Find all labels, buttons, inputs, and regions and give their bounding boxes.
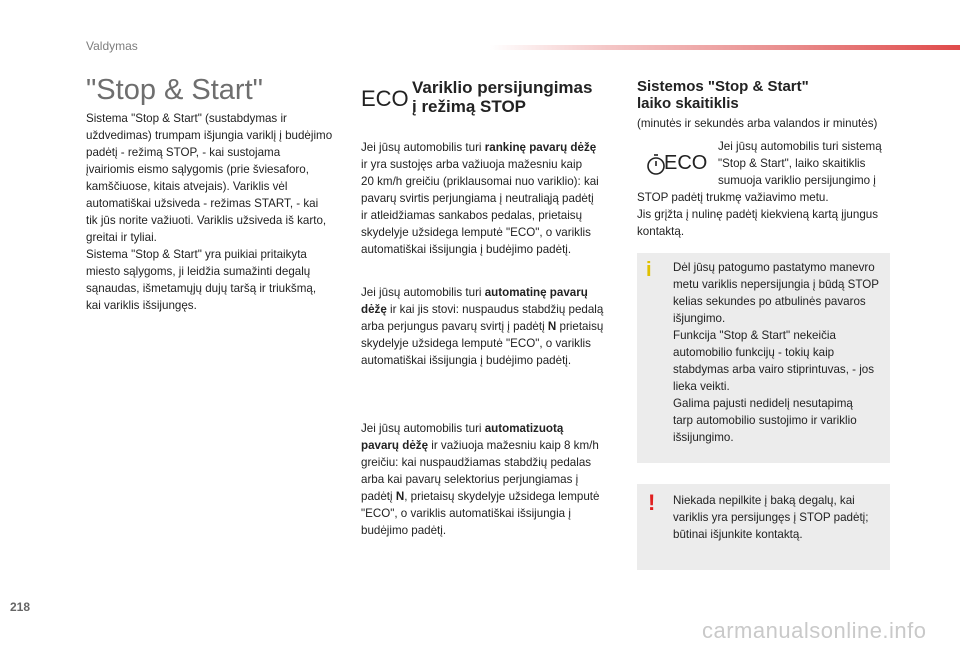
text-fragment: Jei jūsų automobilis turi [361, 286, 485, 299]
text-line [361, 318, 626, 335]
left-line: uždvedimas) trumpam išjungia variklį į budėjimo [86, 129, 333, 142]
left-line: greitai ir tyliai. [86, 231, 157, 244]
title-line: laiko skaitiklis [637, 95, 739, 112]
eco-icon: ECO [664, 152, 708, 174]
text-line: automobilio funkcijų - tokių kaip [673, 346, 835, 359]
left-line: padėtį - režimą STOP, - kai sustojama [86, 146, 281, 159]
text-line: stabdymas arba vairo stiprintuvas, - jos [673, 363, 875, 376]
left-line: Sistema "Stop & Start" yra puikiai pritaikyta [86, 248, 307, 261]
text-line: išsijungimo. [673, 431, 734, 444]
text-line [361, 437, 626, 454]
text-line [361, 420, 626, 437]
text-line: Dėl jūsų patogumo pastatymo manevro [673, 261, 875, 274]
text-line: išjungimo. [673, 312, 726, 325]
left-line: miesto sąlygoms, ji leidžia sumažinti degalų [86, 265, 311, 278]
text-line [361, 139, 626, 156]
info-box [637, 253, 890, 463]
manual-gearbox-paragraph [361, 139, 626, 258]
text-fragment: ir kai jis stovi: nuspaudus stabdžių pedalą [386, 303, 604, 316]
text-line: kontaktą. [637, 225, 685, 238]
stopwatch-icon [646, 152, 666, 176]
text-line: skydelyje užsidega lemputė "ECO", o variklis [361, 226, 591, 239]
left-line: įvairiomis eismo sąlygomis (prie šviesaforo, [86, 163, 309, 176]
page-title: "Stop & Start" [86, 74, 263, 106]
left-line: kamščiuose, kitais atvejais). Variklis vėl [86, 180, 288, 193]
text-line: būtinai išjunkite kontaktą. [673, 528, 803, 541]
warning-box [637, 484, 890, 570]
bold-term: dėžę [361, 303, 387, 316]
text-line: kelias sekundes po atbulinės pavaros [673, 295, 866, 308]
text-line: arba kai pavarų selektorius perjungiamas į [361, 473, 579, 486]
text-line [361, 488, 626, 505]
eco-icon: ECO [361, 86, 409, 111]
text-line: variklis yra persijungęs į STOP padėtį; [673, 511, 869, 524]
info-icon: i [646, 259, 652, 281]
text-line: Jei jūsų automobilis turi sistemą [718, 140, 882, 153]
warning-icon: ! [648, 490, 656, 515]
counter-paragraph [718, 138, 903, 189]
section-title-counter [637, 78, 897, 112]
bold-term: N [547, 320, 557, 333]
text-line: lieka veikti. [673, 380, 730, 393]
text-line: Niekada nepilkite į baką degalų, kai [673, 494, 855, 507]
text-fragment: prietaisų [556, 320, 604, 333]
section-label: Valdymas [86, 39, 138, 53]
text-line: tarp automobilio sustojimo ir variklio [673, 414, 857, 427]
title-line: Variklio persijungimas [412, 78, 593, 97]
text-line: Jis grįžta į nulinę padėtį kiekvieną kartą įjungus [637, 208, 879, 221]
bold-term: automatizuotą [484, 422, 564, 435]
text-line: STOP padėtį trukmę važiavimo metu. [637, 191, 829, 204]
text-fragment: , prietaisų skydelyje užsidega lemputė [404, 490, 600, 503]
automated-gearbox-paragraph [361, 420, 626, 539]
warning-text [673, 492, 888, 543]
section-title-stop [412, 78, 642, 116]
left-line: kai variklis išsijungęs. [86, 299, 197, 312]
text-fragment: arba perjungus pavarų svirtį į padėtį [361, 320, 548, 333]
text-line: Galima pajusti nedidelį nesutapimą [673, 397, 853, 410]
text-line: 20 km/h greičiu (priklausomai nuo variklio): kai [361, 175, 599, 188]
timer-eco-icon [646, 150, 706, 178]
left-paragraph [86, 110, 346, 314]
bold-term: N [395, 490, 405, 503]
watermark: carmanualsonline.info [702, 618, 927, 643]
automatic-gearbox-paragraph [361, 284, 626, 369]
text-line: ir yra sustojęs arba važiuoja mažesniu kaip [361, 158, 583, 171]
text-line: "ECO", o variklis automatiškai išsijungia į [361, 507, 571, 520]
left-line: automatiškai užsiveda - režimas START, - kai [86, 197, 319, 210]
text-fragment: ir važiuoja mažesniu kaip 8 km/h [428, 439, 599, 452]
text-fragment: Jei jūsų automobilis turi [361, 141, 485, 154]
counter-subtitle: (minutės ir sekundės arba valandos ir minutės) [637, 117, 878, 130]
left-line: tik jūs norite važiuoti. Variklis užsiveda iš karto, [86, 214, 327, 227]
counter-paragraph-cont [637, 189, 907, 240]
text-line: Funkcija "Stop & Start" nekeičia [673, 329, 836, 342]
left-line: Sistema "Stop & Start" (sustabdymas ir [86, 112, 287, 125]
text-line [361, 284, 626, 301]
text-line: skydelyje užsidega lemputė "ECO", o variklis [361, 337, 591, 350]
text-line: ir atleidžiamas sankabos pedalas, prietaisų [361, 209, 583, 222]
text-line: budėjimo padėtį. [361, 524, 447, 537]
text-line: metu variklis nepersijungia į būdą STOP [673, 278, 879, 291]
title-line: į režimą STOP [412, 97, 527, 116]
info-text [673, 259, 888, 446]
title-line: Sistemos "Stop & Start" [637, 78, 809, 95]
bold-term: rankinę pavarų dėžę [484, 141, 597, 154]
text-line: pavarų svirtis perjungiama į neutraliąją padėtį [361, 192, 594, 205]
text-line: greičiu: kai nuspaudžiamas stabdžių pedalas [361, 456, 592, 469]
text-line: automatiškai išsijungia į budėjimo padėtį. [361, 354, 572, 367]
text-fragment: Jei jūsų automobilis turi [361, 422, 485, 435]
text-line [361, 301, 626, 318]
text-line: "Stop & Start", laiko skaitiklis [718, 157, 866, 170]
page-number: 218 [10, 600, 31, 614]
bold-term: pavarų dėžę [361, 439, 429, 452]
header-accent-bar [490, 45, 960, 50]
text-line: sumuoja variklio persijungimo į [718, 174, 876, 187]
text-fragment: padėtį [361, 490, 396, 503]
bold-term: automatinę pavarų [484, 286, 588, 299]
text-line: automatiškai išsijungia į budėjimo padėtį. [361, 243, 572, 256]
left-line: sąnaudas, išmetamųjų dujų taršą ir triukšmą, [86, 282, 317, 295]
